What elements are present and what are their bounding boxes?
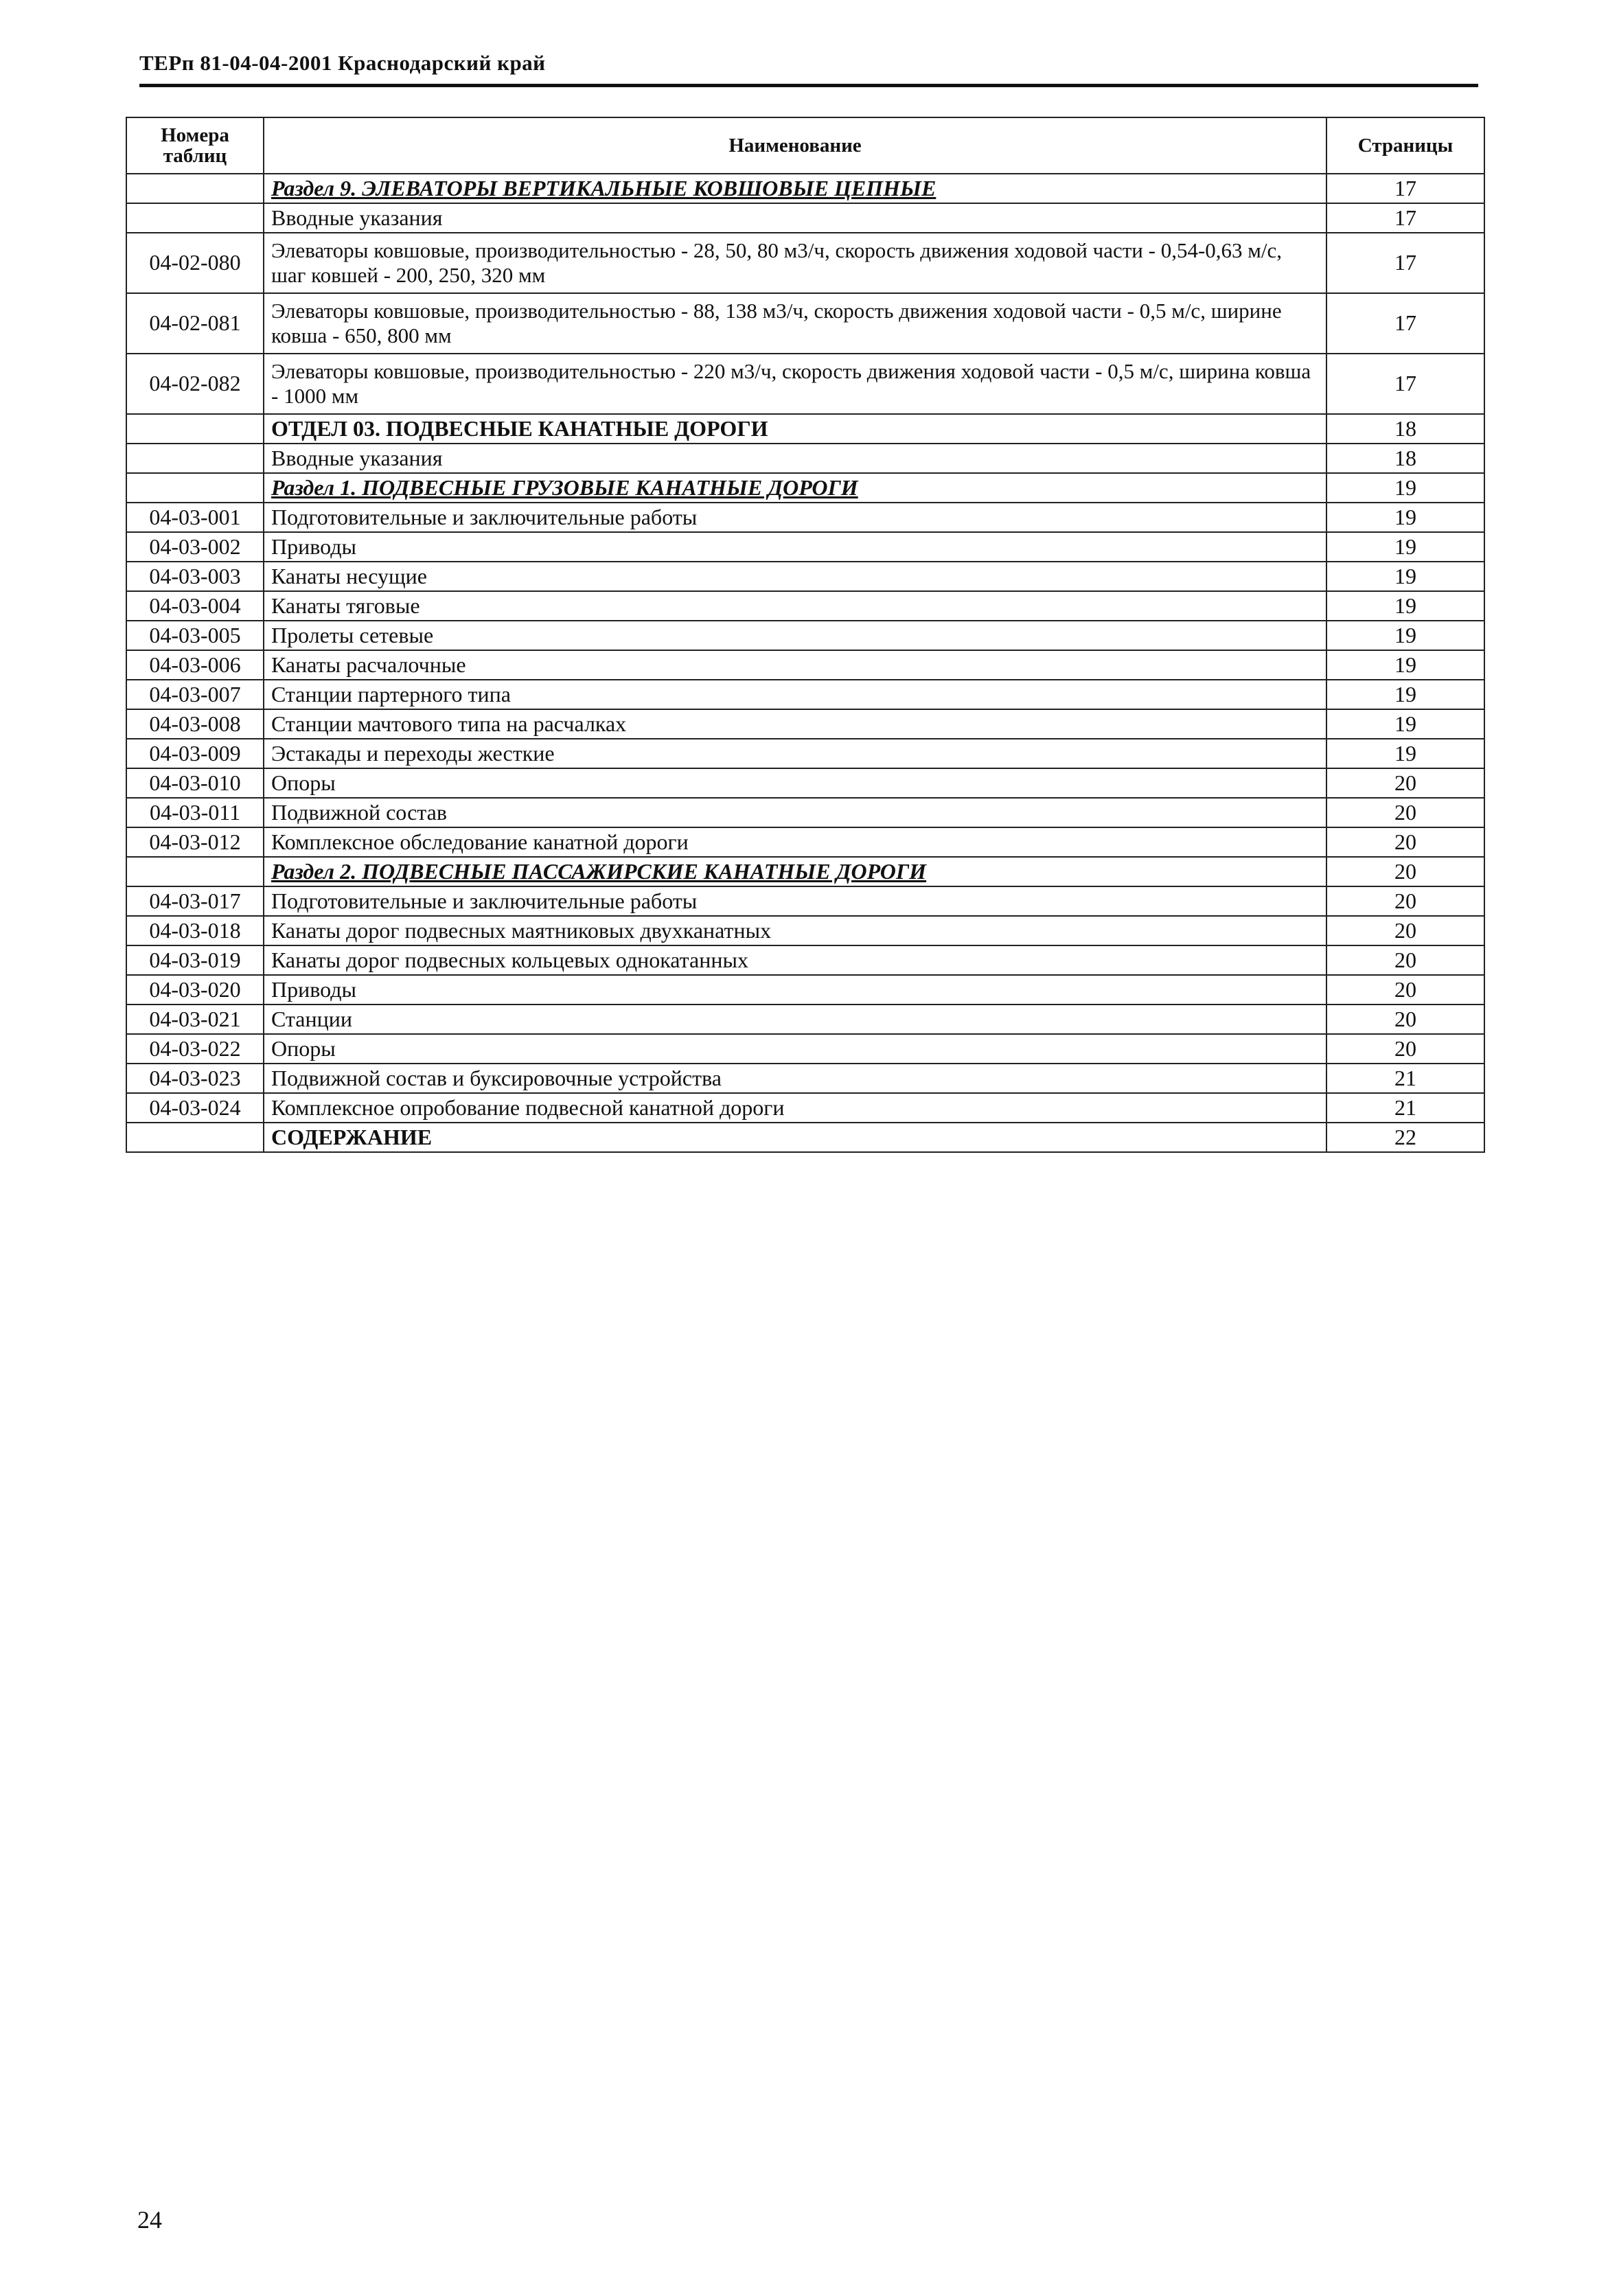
table-code: 04-02-080 [126, 233, 264, 293]
document-code-title: ТЕРп 81-04-04-2001 Краснодарский край [139, 51, 546, 75]
table-code: 04-03-006 [126, 650, 264, 680]
table-row [126, 1064, 1484, 1093]
table-row [126, 916, 1484, 945]
table-row [126, 532, 1484, 562]
table-page: 20 [1326, 768, 1484, 798]
table-row-section-heading [126, 857, 1484, 886]
table-name: Станции мачтового типа на расчалках [264, 709, 1326, 739]
table-row-contents-heading [126, 1123, 1484, 1152]
table-code [126, 174, 264, 203]
table-page: 18 [1326, 414, 1484, 444]
table-row [126, 503, 1484, 532]
table-page: 18 [1326, 444, 1484, 473]
table-page: 17 [1326, 203, 1484, 233]
column-header-name: Наименование [264, 117, 1326, 174]
table-page: 20 [1326, 945, 1484, 975]
table-row [126, 739, 1484, 768]
table-page: 19 [1326, 503, 1484, 532]
table-page: 19 [1326, 650, 1484, 680]
table-code [126, 1123, 264, 1152]
table-row [126, 293, 1484, 354]
table-page: 19 [1326, 680, 1484, 709]
table-page: 20 [1326, 1034, 1484, 1064]
table-row [126, 562, 1484, 591]
table-name: Вводные указания [264, 444, 1326, 473]
table-page: 20 [1326, 827, 1484, 857]
table-row [126, 768, 1484, 798]
table-code [126, 857, 264, 886]
table-page: 21 [1326, 1093, 1484, 1123]
table-code: 04-02-082 [126, 354, 264, 414]
table-page: 17 [1326, 174, 1484, 203]
table-page: 19 [1326, 621, 1484, 650]
table-name: Эстакады и переходы жесткие [264, 739, 1326, 768]
table-name: Станции партерного типа [264, 680, 1326, 709]
contents-table [126, 117, 1485, 1153]
table-page: 17 [1326, 354, 1484, 414]
table-row [126, 798, 1484, 827]
table-page: 20 [1326, 1004, 1484, 1034]
table-row [126, 621, 1484, 650]
table-code: 04-03-019 [126, 945, 264, 975]
table-row [126, 233, 1484, 293]
table-page: 17 [1326, 293, 1484, 354]
running-header [139, 51, 1478, 87]
table-code: 04-03-024 [126, 1093, 264, 1123]
table-code: 04-03-011 [126, 798, 264, 827]
table-row [126, 827, 1484, 857]
table-code [126, 444, 264, 473]
table-row-department-heading [126, 414, 1484, 444]
table-name: ОТДЕЛ 03. ПОДВЕСНЫЕ КАНАТНЫЕ ДОРОГИ [264, 414, 1326, 444]
table-row [126, 945, 1484, 975]
table-code: 04-03-002 [126, 532, 264, 562]
table-name: Комплексное опробование подвесной канатной дороги [264, 1093, 1326, 1123]
table-name: Раздел 1. ПОДВЕСНЫЕ ГРУЗОВЫЕ КАНАТНЫЕ ДОРОГИ [264, 473, 1326, 503]
table-code: 04-03-005 [126, 621, 264, 650]
table-name: Канаты тяговые [264, 591, 1326, 621]
table-code: 04-03-020 [126, 975, 264, 1004]
table-code: 04-03-012 [126, 827, 264, 857]
table-page: 20 [1326, 886, 1484, 916]
table-page: 20 [1326, 798, 1484, 827]
table-code: 04-03-003 [126, 562, 264, 591]
table-code: 04-03-009 [126, 739, 264, 768]
table-name: Подвижной состав и буксировочные устройства [264, 1064, 1326, 1093]
table-page: 19 [1326, 532, 1484, 562]
table-row [126, 886, 1484, 916]
table-row [126, 444, 1484, 473]
table-name: Подготовительные и заключительные работы [264, 503, 1326, 532]
table-name: Канаты дорог подвесных кольцевых однокатанных [264, 945, 1326, 975]
table-page: 21 [1326, 1064, 1484, 1093]
table-name: Вводные указания [264, 203, 1326, 233]
table-code: 04-03-010 [126, 768, 264, 798]
table-name: Приводы [264, 532, 1326, 562]
table-page: 17 [1326, 233, 1484, 293]
table-name: Приводы [264, 975, 1326, 1004]
table-row [126, 591, 1484, 621]
table-code: 04-03-021 [126, 1004, 264, 1034]
table-row [126, 1004, 1484, 1034]
table-code [126, 414, 264, 444]
table-row [126, 203, 1484, 233]
table-code: 04-03-023 [126, 1064, 264, 1093]
table-name: Станции [264, 1004, 1326, 1034]
column-header-code: Номера таблиц [126, 117, 264, 174]
table-name: Раздел 2. ПОДВЕСНЫЕ ПАССАЖИРСКИЕ КАНАТНЫЕ ДОРОГИ [264, 857, 1326, 886]
table-name: Подвижной состав [264, 798, 1326, 827]
table-code: 04-03-008 [126, 709, 264, 739]
table-name: Канаты несущие [264, 562, 1326, 591]
table-row [126, 975, 1484, 1004]
table-name: Элеваторы ковшовые, производительностью - 88, 138 м3/ч, скорость движения ходовой части - 0,5 м/с, ширине ковша - 650, 800 мм [264, 293, 1326, 354]
table-row [126, 709, 1484, 739]
table-header-row [126, 117, 1484, 174]
table-code [126, 473, 264, 503]
table-name: Элеваторы ковшовые, производительностью - 28, 50, 80 м3/ч, скорость движения ходовой части - 0,54-0,63 м/с, шаг ковшей - 200, 250, 320 мм [264, 233, 1326, 293]
table-name: Канаты дорог подвесных маятниковых двухканатных [264, 916, 1326, 945]
table-name: Опоры [264, 768, 1326, 798]
table-code: 04-03-004 [126, 591, 264, 621]
table-page: 19 [1326, 473, 1484, 503]
table-page: 20 [1326, 857, 1484, 886]
table-code [126, 203, 264, 233]
table-row [126, 680, 1484, 709]
page-number: 24 [137, 2206, 162, 2234]
table-page: 19 [1326, 562, 1484, 591]
table-page: 19 [1326, 709, 1484, 739]
table-code: 04-03-022 [126, 1034, 264, 1064]
table-name: Элеваторы ковшовые, производительностью - 220 м3/ч, скорость движения ходовой части - 0,5 м/с, ширина ковша - 1000 мм [264, 354, 1326, 414]
table-row [126, 1034, 1484, 1064]
table-page: 19 [1326, 739, 1484, 768]
table-page: 20 [1326, 916, 1484, 945]
table-page: 19 [1326, 591, 1484, 621]
table-row-section-heading [126, 473, 1484, 503]
table-name: Комплексное обследование канатной дороги [264, 827, 1326, 857]
table-row [126, 354, 1484, 414]
table-code: 04-03-001 [126, 503, 264, 532]
table-page: 20 [1326, 975, 1484, 1004]
table-row [126, 1093, 1484, 1123]
table-name: Опоры [264, 1034, 1326, 1064]
table-name: СОДЕРЖАНИЕ [264, 1123, 1326, 1152]
table-row [126, 650, 1484, 680]
table-code: 04-03-007 [126, 680, 264, 709]
table-code: 04-03-018 [126, 916, 264, 945]
table-name: Канаты расчалочные [264, 650, 1326, 680]
table-code: 04-03-017 [126, 886, 264, 916]
table-code: 04-02-081 [126, 293, 264, 354]
table-name: Пролеты сетевые [264, 621, 1326, 650]
table-row-section-heading [126, 174, 1484, 203]
column-header-page: Страницы [1326, 117, 1484, 174]
table-name: Раздел 9. ЭЛЕВАТОРЫ ВЕРТИКАЛЬНЫЕ КОВШОВЫЕ ЦЕПНЫЕ [264, 174, 1326, 203]
table-page: 22 [1326, 1123, 1484, 1152]
table-name: Подготовительные и заключительные работы [264, 886, 1326, 916]
